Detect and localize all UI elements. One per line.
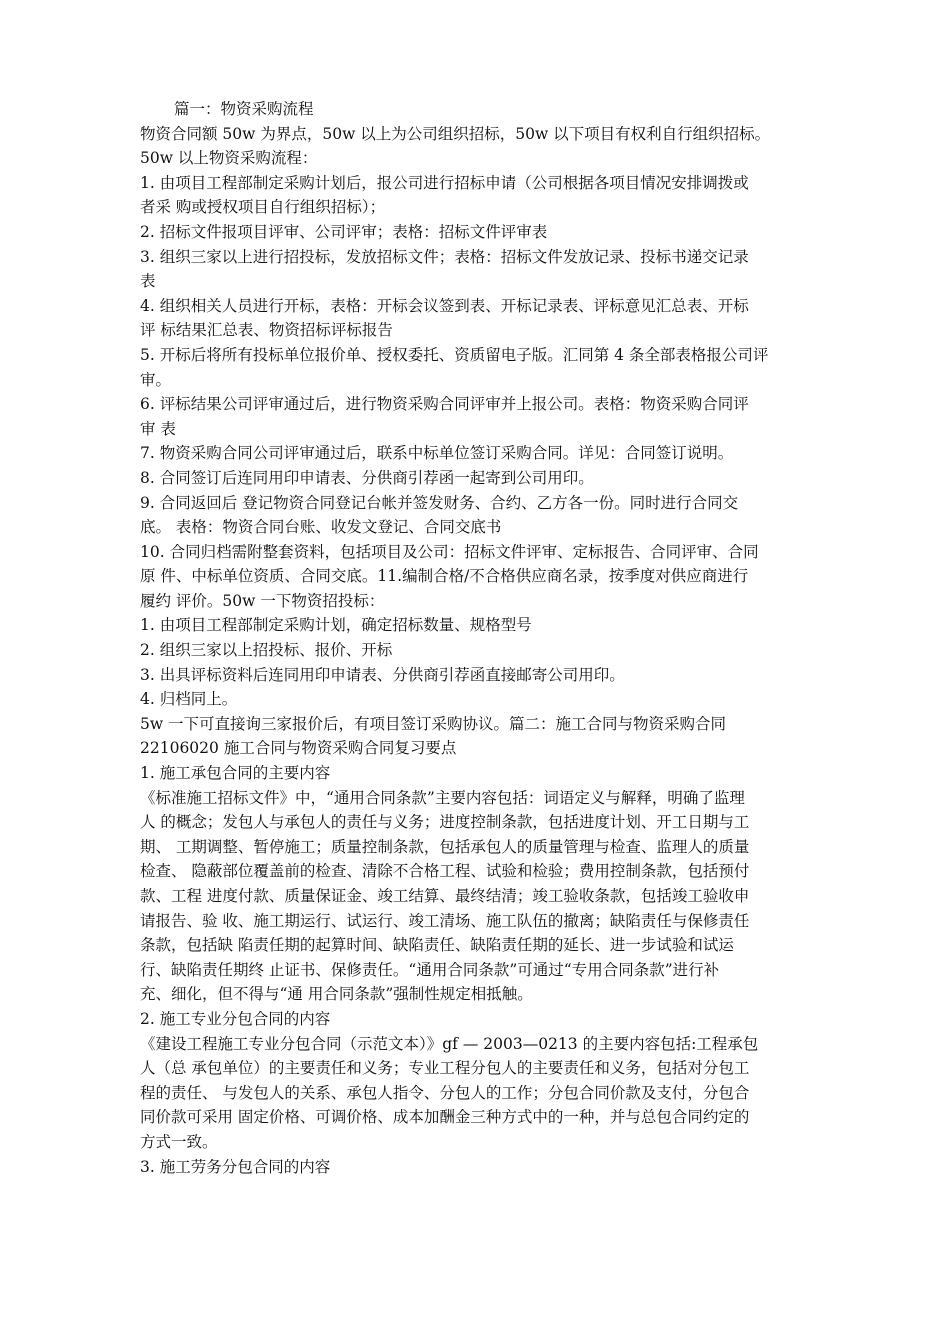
text-line: 10. 合同归档需附整套资料，包括项目及公司：招标文件评审、定标报告、合同评审、合同: [140, 542, 759, 561]
text-line: 2. 招标文件报项目评审、公司评审；表格：招标文件评审表: [140, 222, 548, 241]
text-line: 充、细化，但不得与“通 用合同条款”强制性规定相抵触。: [140, 985, 533, 1004]
text-line: 7. 物资采购合同公司评审通过后，联系中标单位签订采购合同。详见：合同签订说明。: [140, 444, 734, 463]
text-line: 程的责任、 与发包人的关系、承包人指令、分包人的工作；分包合同价款及支付，分包合: [140, 1083, 750, 1102]
text-line: 4. 归档同上。: [140, 690, 238, 709]
text-line: 者采 购或授权项目自行组织招标）；: [140, 198, 386, 217]
text-line: 审 表: [140, 419, 176, 438]
text-line: 3. 组织三家以上进行招投标，发放招标文件；表格：招标文件发放记录、投标书递交记录: [140, 247, 749, 266]
text-line: 3. 出具评标资料后连同用印申请表、分供商引荐函直接邮寄公司用印。: [140, 665, 625, 684]
text-line: 请报告、验 收、施工期运行、试运行、竣工清场、施工队伍的撤离；缺陷责任与保修责任: [140, 911, 750, 930]
section-heading: 篇一：物资采购流程: [174, 100, 314, 118]
subsection-heading: 1. 施工承包合同的主要内容: [140, 764, 331, 783]
text-line: 4. 组织相关人员进行开标，表格：开标会议签到表、开标记录表、评标意见汇总表、开标: [140, 296, 749, 315]
text-line: 5. 开标后将所有投标单位报价单、授权委托、资质留电子版。汇同第 4 条全部表格报公司评: [140, 345, 769, 364]
text-line: 行、缺陷责任期终 止证书、保修责任。“通用合同条款”可通过“专用合同条款”进行补: [140, 960, 720, 979]
text-line: 评 标结果汇总表、物资招标评标报告: [140, 321, 393, 340]
text-line: 2. 组织三家以上招投标、报价、开标: [140, 641, 393, 660]
document-body: [140, 97, 830, 1179]
text-line: 检查、 隐蔽部位覆盖前的检查、清除不合格工程、试验和检验；费用控制条款，包括预付: [140, 862, 750, 881]
text-line: 表: [140, 272, 156, 291]
text-line: 款、工程 进度付款、质量保证金、竣工结算、最终结清；竣工验收条款，包括竣工验收申: [140, 887, 750, 905]
text-line: 期、 工期调整、暂停施工；质量控制条款，包括承包人的质量管理与检查、监理人的质量: [140, 837, 750, 856]
text-line: 5w 一下可直接询三家报价后，有项目签订采购协议。篇二：施工合同与物资采购合同: [140, 714, 727, 733]
text-line: 50w 以上物资采购流程：: [140, 149, 318, 168]
subsection-heading: 2. 施工专业分包合同的内容: [140, 1009, 331, 1028]
text-line: 履约 评价。50w 一下物资招投标：: [140, 591, 385, 610]
text-line: 底。 表格：物资合同台账、收发文登记、合同交底书: [140, 518, 502, 537]
text-line: 《建设工程施工专业分包合同（示范文本）》gf — 2003—0213 的主要内容包括:工程承包: [140, 1034, 759, 1053]
text-line: 人 的概念；发包人与承包人的责任与义务；进度控制条款，包括进度计划、开工日期与工: [140, 813, 750, 832]
text-line: 《标准施工招标文件》中，“通用合同条款”主要内容包括：词语定义与解释，明确了监理: [140, 788, 745, 807]
text-line: 9. 合同返回后 登记物资合同登记台帐并签发财务、合约、乙方各一份。同时进行合同交: [140, 493, 739, 512]
text-line: 审。: [140, 370, 172, 389]
text-line: 条款，包括缺 陷责任期的起算时间、缺陷责任、缺陷责任期的延长、进一步试验和试运: [140, 936, 734, 955]
text-line: 1. 由项目工程部制定采购计划后，报公司进行招标申请（公司根据各项目情况安排调拨或: [140, 173, 749, 192]
text-line: 方式一致。: [140, 1132, 218, 1151]
text-line: 1. 由项目工程部制定采购计划，确定招标数量、规格型号: [140, 616, 532, 635]
text-line: 6. 评标结果公司评审通过后，进行物资采购合同评审并上报公司。表格：物资采购合同评: [140, 395, 749, 414]
text-line: 物资合同额 50w 为界点，50w 以上为公司组织招标，50w 以下项目有权利自行组织招标。: [140, 124, 771, 143]
text-line: 8. 合同签订后连同用印申请表、分供商引荐函一起寄到公司用印。: [140, 468, 594, 487]
text-line: 22106020 施工合同与物资采购合同复习要点: [140, 739, 457, 758]
text-line: 原 件、中标单位资质、合同交底。11.编制合格/不合格供应商名录，按季度对供应商进行: [140, 567, 749, 586]
text-line: 同价款可采用 固定价格、可调价格、成本加酬金三种方式中的一种，并与总包合同约定的: [140, 1108, 750, 1127]
text-line: 人（总 承包单位）的主要责任和义务；专业工程分包人的主要责任和义务，包括对分包工: [140, 1059, 750, 1078]
subsection-heading: 3. 施工劳务分包合同的内容: [140, 1157, 331, 1176]
